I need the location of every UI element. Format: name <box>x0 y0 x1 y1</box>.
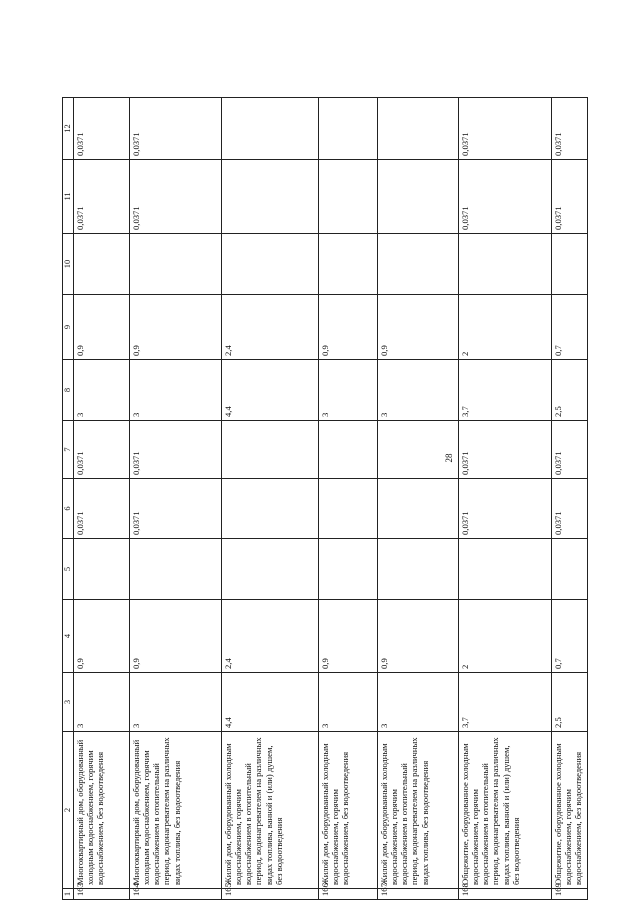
row-number: 164 <box>130 889 222 900</box>
cell-col12: 0,0371 <box>552 98 588 160</box>
cell-col12 <box>378 98 459 160</box>
cell-col6: 0,0371 <box>552 479 588 539</box>
row-number: 168 <box>459 889 552 900</box>
cell-col6: 0,0371 <box>459 479 552 539</box>
cell-col9: 0,7 <box>552 295 588 360</box>
column-header: 3 <box>63 673 74 732</box>
header-row <box>63 98 74 900</box>
row-description: Многоквартирный дом, оборудованный холодным водоснабжением, горячим водоснабжением в отопительный период, водонагревателем на различных видах топлива, без водоотведения <box>130 732 222 889</box>
cell-col11: 0,0371 <box>74 160 130 234</box>
cell-col8: 3,7 <box>459 360 552 421</box>
cell-col5 <box>222 539 319 600</box>
cell-col6 <box>378 479 459 539</box>
cell-col3: 2,5 <box>552 673 588 732</box>
cell-col5 <box>130 539 222 600</box>
cell-col9: 0,9 <box>319 295 378 360</box>
cell-col9: 0,9 <box>74 295 130 360</box>
cell-col9: 2 <box>459 295 552 360</box>
norms-table <box>62 97 588 900</box>
cell-col8: 3 <box>319 360 378 421</box>
page-number: 28 <box>444 453 454 463</box>
cell-col10 <box>222 234 319 295</box>
row-description: Жилой дом, оборудованный холодным водоснабжением, горячим водоснабжением, без водоотведения <box>319 732 378 889</box>
cell-col11: 0,0371 <box>459 160 552 234</box>
cell-col7: 0,0371 <box>459 421 552 479</box>
row-description: Общежитие, оборудованное холодным водоснабжением, горячим водоснабжением в отопительный период, водонагревателем на различных видах топлива, ванной и (или) душем, без водоотведения <box>459 732 552 889</box>
cell-col4: 0,9 <box>74 600 130 673</box>
cell-col7 <box>222 421 319 479</box>
column-header: 9 <box>63 295 74 360</box>
cell-col7: 0,0371 <box>74 421 130 479</box>
cell-col6: 0,0371 <box>130 479 222 539</box>
cell-col11 <box>222 160 319 234</box>
row-number: 163 <box>74 889 130 900</box>
cell-col7: 0,0371 <box>552 421 588 479</box>
row-number: 165 <box>222 889 319 900</box>
column-header: 8 <box>63 360 74 421</box>
cell-col6 <box>319 479 378 539</box>
cell-col8: 3 <box>74 360 130 421</box>
cell-col12: 0,0371 <box>459 98 552 160</box>
row-number: 167 <box>378 889 459 900</box>
cell-col11: 0,0371 <box>552 160 588 234</box>
cell-col3: 3 <box>74 673 130 732</box>
cell-col11 <box>319 160 378 234</box>
cell-col11 <box>378 160 459 234</box>
cell-col10 <box>319 234 378 295</box>
column-header: 5 <box>63 539 74 600</box>
row-description: Многоквартирный дом, оборудованный холодным водоснабжением, горячим водоснабжением, без водоотведения <box>74 732 130 889</box>
cell-col5 <box>552 539 588 600</box>
cell-col5 <box>74 539 130 600</box>
cell-col5 <box>378 539 459 600</box>
cell-col9: 0,9 <box>378 295 459 360</box>
cell-col3: 4,4 <box>222 673 319 732</box>
table-row <box>222 98 319 900</box>
cell-col8: 2,5 <box>552 360 588 421</box>
cell-col12 <box>319 98 378 160</box>
cell-col10 <box>378 234 459 295</box>
cell-col6 <box>222 479 319 539</box>
table-row <box>74 98 130 900</box>
column-header: 10 <box>63 234 74 295</box>
cell-col8: 3 <box>378 360 459 421</box>
cell-col10 <box>74 234 130 295</box>
cell-col8: 4,4 <box>222 360 319 421</box>
cell-col9: 0,9 <box>130 295 222 360</box>
cell-col3: 3,7 <box>459 673 552 732</box>
cell-col7 <box>319 421 378 479</box>
table-row <box>459 98 552 900</box>
cell-col12 <box>222 98 319 160</box>
table-row <box>552 98 588 900</box>
column-header: 7 <box>63 421 74 479</box>
cell-col11: 0,0371 <box>130 160 222 234</box>
cell-col4: 0,9 <box>130 600 222 673</box>
cell-col6: 0,0371 <box>74 479 130 539</box>
cell-col4: 2 <box>459 600 552 673</box>
row-description: Жилой дом, оборудованный холодным водоснабжением, горячим водоснабжением в отопительный период, водонагревателем на различных видах топлива, без водоотведения <box>378 732 459 889</box>
cell-col9: 2,4 <box>222 295 319 360</box>
table-row <box>130 98 222 900</box>
column-header: 4 <box>63 600 74 673</box>
cell-col4: 0,7 <box>552 600 588 673</box>
cell-col4: 0,9 <box>378 600 459 673</box>
row-description: Общежитие, оборудованное холодным водоснабжением, горячим водоснабжением, без водоотведения <box>552 732 588 889</box>
cell-col4: 0,9 <box>319 600 378 673</box>
cell-col8: 3 <box>130 360 222 421</box>
row-number: 166 <box>319 889 378 900</box>
cell-col12: 0,0371 <box>130 98 222 160</box>
cell-col7: 0,0371 <box>130 421 222 479</box>
table-row <box>319 98 378 900</box>
column-header: 6 <box>63 479 74 539</box>
cell-col3: 3 <box>130 673 222 732</box>
cell-col10 <box>459 234 552 295</box>
cell-col3: 3 <box>319 673 378 732</box>
row-description: Жилой дом, оборудованный холодным водоснабжением, горячим водоснабжением в отопительный период, водонагревателем на различных видах топлива, ванной и (или) душем, без водоотведения <box>222 732 319 889</box>
cell-col7 <box>378 421 459 479</box>
cell-col4: 2,4 <box>222 600 319 673</box>
cell-col12: 0,0371 <box>74 98 130 160</box>
column-header: 2 <box>63 732 74 889</box>
row-number: 169 <box>552 889 588 900</box>
column-header: 1 <box>63 889 74 900</box>
cell-col5 <box>319 539 378 600</box>
cell-col5 <box>459 539 552 600</box>
cell-col10 <box>130 234 222 295</box>
cell-col3: 3 <box>378 673 459 732</box>
cell-col10 <box>552 234 588 295</box>
column-header: 12 <box>63 98 74 160</box>
rotated-table-container <box>62 0 584 900</box>
column-header: 11 <box>63 160 74 234</box>
table-row <box>378 98 459 900</box>
